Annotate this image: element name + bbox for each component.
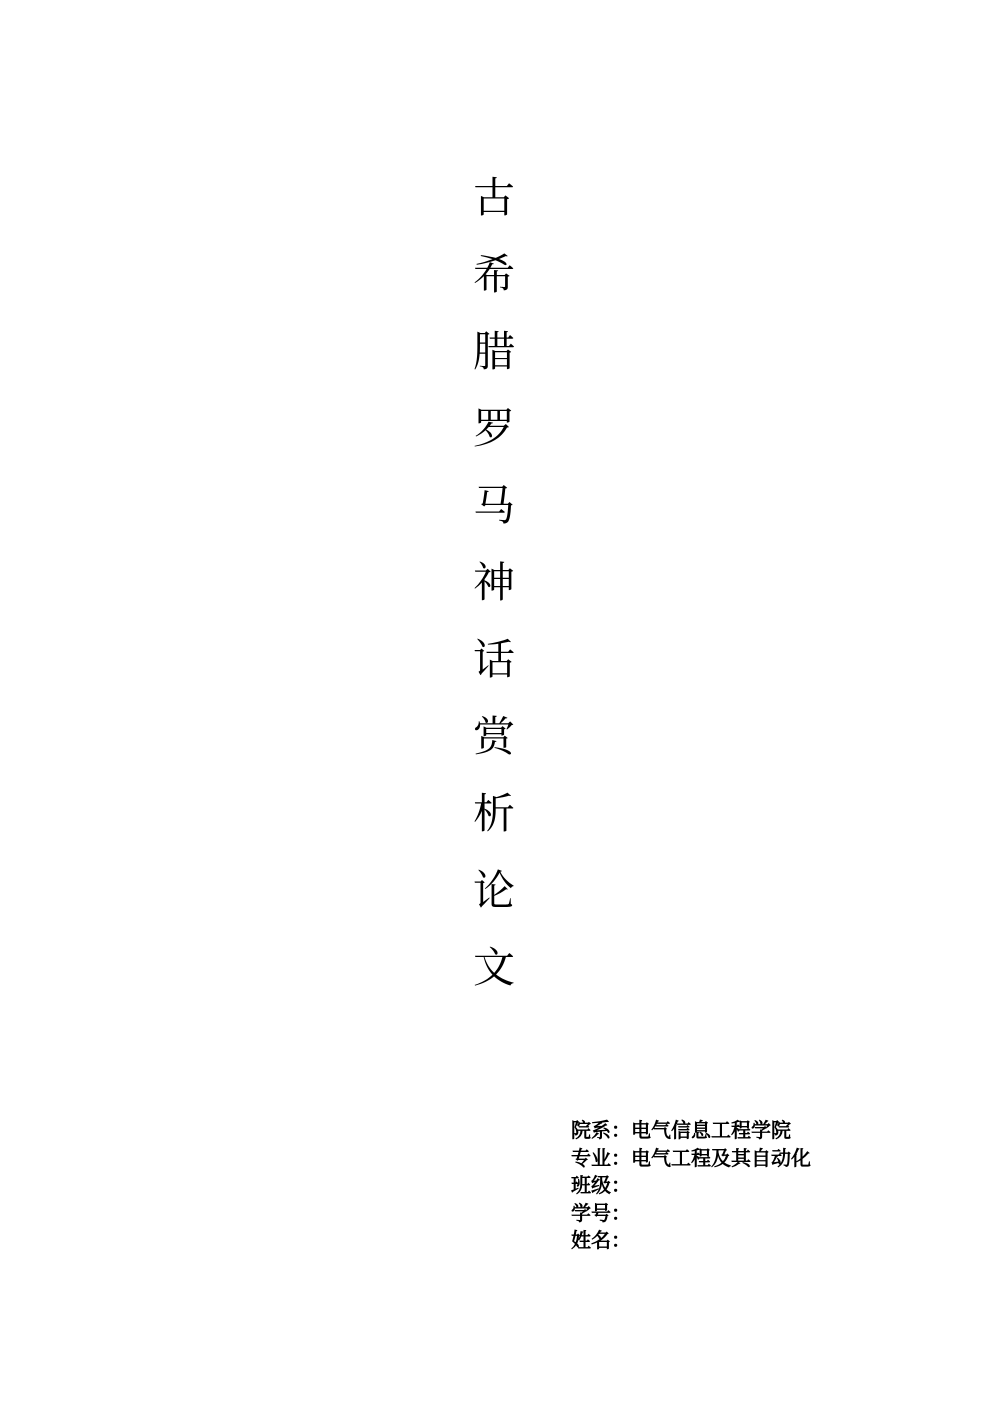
title-character: 古: [472, 174, 515, 221]
colon-separator: ：: [611, 1175, 631, 1197]
class-label: 班级: [571, 1175, 611, 1197]
major-label: 专业: [571, 1147, 611, 1170]
page-title: [472, 159, 516, 1006]
department-value: 电气信息工程学院: [631, 1120, 791, 1142]
student-id-label: 学号: [571, 1202, 611, 1225]
info-row-major: [571, 1146, 811, 1174]
name-label: 姓名: [571, 1230, 611, 1252]
title-character: 希: [472, 251, 515, 298]
info-row-student-id: [571, 1201, 811, 1229]
major-value: 电气工程及其自动化: [631, 1147, 811, 1170]
colon-separator: ：: [611, 1120, 631, 1142]
info-row-name: [571, 1228, 811, 1256]
colon-separator: ：: [611, 1230, 631, 1252]
student-info-block: [571, 1118, 811, 1256]
info-row-class: [571, 1173, 811, 1201]
title-character: 神: [472, 559, 515, 606]
department-label: 院系: [571, 1120, 611, 1142]
info-row-department: [571, 1118, 811, 1146]
title-character: 文: [472, 944, 515, 991]
title-character: 罗: [472, 405, 515, 452]
title-character: 论: [472, 867, 515, 914]
colon-separator: ：: [611, 1147, 631, 1170]
title-character: 析: [472, 790, 515, 837]
title-character: 赏: [472, 713, 515, 760]
title-character: 腊: [472, 328, 515, 375]
title-character: 话: [472, 636, 515, 683]
title-character: 马: [472, 482, 515, 529]
colon-separator: ：: [611, 1202, 631, 1225]
